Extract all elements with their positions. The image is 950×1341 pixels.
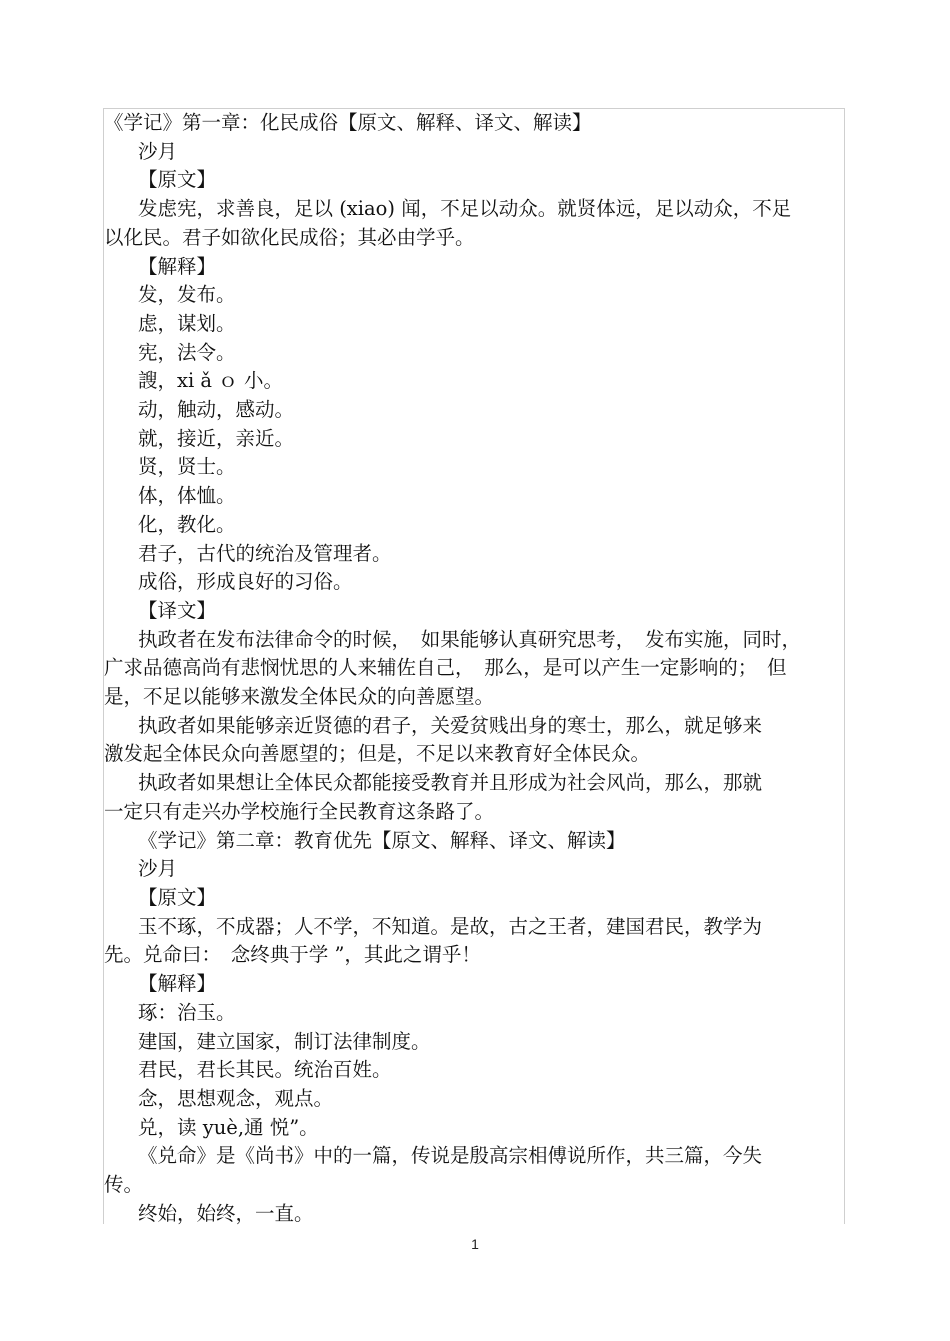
gloss-item: 念，思想观念，观点。 xyxy=(138,1086,334,1110)
gloss-item: 虑，谋划。 xyxy=(138,311,236,335)
page-number: 1 xyxy=(471,1236,479,1252)
section-heading-original: 【原文】 xyxy=(138,168,217,192)
author-line: 沙月 xyxy=(138,857,178,881)
gloss-item: 贤，贤士。 xyxy=(138,455,236,479)
gloss-item: 动，触动，感动。 xyxy=(138,398,295,422)
gloss-item: 君民，君长其民。统治百姓。 xyxy=(138,1058,392,1082)
paragraph-line: 一定只有走兴办学校施行全民教育这条路了。 xyxy=(104,799,495,823)
paragraph-line: 执政者如果想让全体民众都能接受教育并且形成为社会风尚，那么，那就 xyxy=(138,771,763,795)
paragraph-line: 玉不琢，不成器；人不学，不知道。是故，古之王者，建国君民，教学为 xyxy=(138,914,763,938)
gloss-item: 体，体恤。 xyxy=(138,484,236,508)
gloss-item: 发，发布。 xyxy=(138,283,236,307)
paragraph-line: 执政者如果能够亲近贤德的君子，关爱贫贱出身的寒士，那么，就足够来 xyxy=(138,713,763,737)
paragraph-line: 是，不足以能够来激发全体民众的向善愿望。 xyxy=(104,685,495,709)
section-heading-explanation: 【解释】 xyxy=(138,972,217,996)
gloss-item: 琢：治玉。 xyxy=(138,1000,236,1024)
paragraph-line: 《兑命》是《尚书》中的一篇，传说是殷高宗相傅说所作，共三篇，今失 xyxy=(138,1144,763,1168)
paragraph-line: 传。 xyxy=(104,1173,144,1197)
chapter-2-title: 《学记》第二章：教育优先【原文、解释、译文、解读】 xyxy=(138,828,626,852)
gloss-item: 终始，始终，一直。 xyxy=(138,1201,314,1225)
gloss-item: 建国，建立国家，制订法律制度。 xyxy=(138,1029,431,1053)
gloss-item: 兑，读 yuè,通 悦”。 xyxy=(138,1115,319,1139)
gloss-item: 謏，xi ǎ ｏ 小。 xyxy=(138,369,283,393)
section-heading-translation: 【译文】 xyxy=(138,598,217,622)
section-heading-explanation: 【解释】 xyxy=(138,254,217,278)
author-line: 沙月 xyxy=(138,139,178,163)
gloss-item: 宪，法令。 xyxy=(138,340,236,364)
gloss-item: 就，接近，亲近。 xyxy=(138,426,295,450)
chapter-1-title: 《学记》第一章：化民成俗【原文、解释、译文、解读】 xyxy=(104,111,592,134)
gloss-item: 君子，古代的统治及管理者。 xyxy=(138,541,392,565)
gloss-item: 成俗，形成良好的习俗。 xyxy=(138,570,353,594)
paragraph-line: 执政者在发布法律命令的时候， 如果能够认真研究思考， 发布实施，同时， xyxy=(138,627,802,651)
section-heading-original: 【原文】 xyxy=(138,885,217,909)
gloss-item: 化，教化。 xyxy=(138,512,236,536)
paragraph-line: 广求品德高尚有悲悯忧思的人来辅佐自己， 那么，是可以产生一定影响的； 但 xyxy=(104,656,787,680)
paragraph-line: 激发起全体民众向善愿望的；但是，不足以来教育好全体民众。 xyxy=(104,742,651,766)
paragraph-line: 先。兑命曰： 念终典于学 ”，其此之谓乎！ xyxy=(104,943,481,967)
paragraph-line: 发虑宪，求善良，足以 (xiao) 闻，不足以动众。就贤体远，足以动众，不足 xyxy=(138,197,792,221)
paragraph-line: 以化民。君子如欲化民成俗；其必由学乎。 xyxy=(104,225,475,249)
document-body xyxy=(104,109,842,1228)
